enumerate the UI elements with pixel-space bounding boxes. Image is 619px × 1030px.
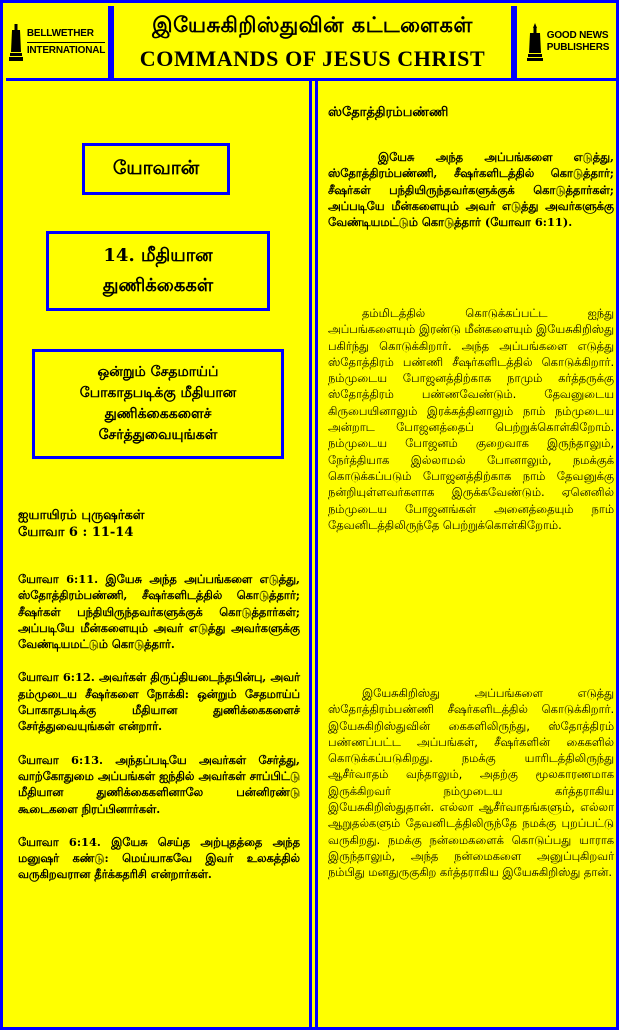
chapter-title-line1: 14. மீதியான [103, 245, 213, 266]
right-column [315, 81, 619, 1030]
verse-paragraph: யோவா 6:11. இயேசு அந்த அப்பங்களை எடுத்து, ஸ்தோத்திரம்பண்ணி, சீஷர்களிடத்தில் கொடுத்தார்; சீஷர்கள் பந்தியிருந்தவர்களுக்குக் கொடுத்தார்கள்; அப்படியே மீன்களையும் அவர் எடுத்து அவர்களுக்கு வேண்டியமட்டும் கொடுத்தார். [18, 572, 300, 652]
title-english: COMMANDS OF JESUS CHRIST [139, 46, 486, 71]
chapter-title [46, 231, 270, 311]
command-line: ஒன்றும் சேதமாய்ப் [97, 364, 219, 380]
bellwether-logo-line1: BELLWETHER [27, 28, 105, 43]
good-news-logo-text [547, 30, 609, 54]
section-title: ஸ்தோத்திரம்பண்ணி [328, 105, 449, 120]
good-news-logo-line2: PUBLISHERS [546, 42, 610, 53]
good-news-logo-line1: GOOD NEWS [546, 30, 609, 41]
left-column [6, 81, 312, 1030]
verse-paragraph: யோவா 6:12. அவர்கள் திருப்தியடைந்தபின்பு, அவர் தம்முடைய சீஷர்களை நோக்கி: ஒன்றும் சேதமாய்ப் போகாதபடிக்கு மீதியான துணிக்கைகளைச் சேர்த்துவையுங்கள் என்றார். [18, 670, 300, 734]
lamp-icon [9, 22, 23, 62]
scripture-reference [18, 507, 298, 541]
lamp-icon [527, 22, 543, 62]
commentary-paragraph-2: இயேசுகிறிஸ்து அப்பங்களை எடுத்து ஸ்தோத்திரம்பண்ணி சீஷர்களிடத்தில் கொடுக்கிறார். இயேசுகிறிஸ்துவின் கைகளிலிருந்து, ஸ்தோத்திரம் பண்ணப்பட்ட அப்பங்கள், சீஷர்களின் கைகளில் கொடுக்கப்படுகிறது. நமக்கு யாரிடத்திலிருந்து ஆசீர்வாதம் வந்தாலும், அதற்கு மூலகாரணமாக இருக்கிறவர் நம்முடைய கர்த்தராகிய இயேசுகிறிஸ்துதான். எல்லா ஆசீர்வாதங்களும், எல்லா ஆறுதல்களும் தேவனிடத்திலிருந்தே நமக்கு புறப்பட்டு வருகிறது. நமக்கு நன்மைகளைக் கொடுப்பது யாராக இருந்தாலும், அந்த நன்மைகளை அனுப்புகிறவர் நம்பிது மனதுருகுகிற கர்த்தராகிய இயேசுகிறிஸ்து தான். [328, 686, 614, 880]
verse-paragraph: யோவா 6:13. அந்தப்படியே அவர்கள் சேர்த்து, வாற்கோதுமை அப்பங்கள் ஐந்தில் அவர்கள் சாப்பிட்டு மீதியான துணிக்கைகளினாலே பன்னிரண்டு கூடைகளை நிரப்பினார்கள். [18, 752, 300, 816]
command-line: போகாதபடிக்கு மீதியான [79, 385, 237, 401]
verse-paragraph: யோவா 6:14. இயேசு செய்த அற்புதத்தை அந்த மனுஷர் கண்டு: மெய்யாகவே இவர் உலகத்தில் வருகிறவரான தீர்க்கதரிசி என்றார்கள். [18, 834, 300, 882]
title-block [111, 6, 514, 78]
title-tamil: இயேசுகிறிஸ்துவின் கட்டளைகள் [152, 12, 473, 37]
reference-heading: ஐயாயிரம் புருஷர்கள் [18, 508, 145, 523]
bellwether-logo-text [27, 28, 105, 57]
good-news-logo [514, 6, 619, 78]
bellwether-logo [6, 6, 111, 78]
key-verse-quote: இயேசு அந்த அப்பங்களை எடுத்து, ஸ்தோத்திரம்பண்ணி, சீஷர்களிடத்தில் கொடுத்தார்; சீஷர்கள் பந்தியிருந்தவர்களுக்குக் கொடுத்தார்கள்; அப்படியே மீன்களையும் அவர் எடுத்து அவர்களுக்கு வேண்டியமட்டும் கொடுத்தார் (யோவா 6:11). [328, 150, 614, 230]
command-box [32, 349, 284, 459]
header [6, 6, 619, 81]
command-line: துணிக்கைகளைச் [104, 406, 212, 422]
book-name: யோவான் [82, 143, 230, 195]
command-line: சேர்த்துவையுங்கள் [98, 427, 218, 443]
reference-verses: யோவா 6 : 11-14 [18, 525, 134, 540]
chapter-title-line2: துணிக்கைகள் [102, 275, 214, 296]
bellwether-logo-line2: INTERNATIONAL [26, 44, 106, 56]
verse-list [18, 571, 300, 900]
commentary-paragraph-1: தம்மிடத்தில் கொடுக்கப்பட்ட ஐந்து அப்பங்களையும் இரண்டு மீன்களையும் இயேசுகிறிஸ்து பகிர்ந்து கொடுக்கிறார். அந்த அப்பங்களை எடுத்து ஸ்தோத்திரம் பண்ணி சீஷர்களிடத்தில் கொடுக்கிறார். நம்முடைய போஜனத்திற்காக நாமும் கர்த்தருக்கு ஸ்தோத்திரம் பண்ணவேண்டும். தேவனுடைய கிருபையினாலும் இரக்கத்தினாலும் நாம் நம்முடைய அன்றாட போஜனத்தைப் பெற்றுக்கொள்கிறோம். நம்முடைய போஜனம் குறைவாக இருந்தாலும், நேர்த்தியாக இல்லாமல் போனாலும், நமக்குக் கொடுக்கப்படும் போஜனத்திற்காக நாம் தேவனுக்கு நன்றியுள்ளவர்களாக இருக்கவேண்டும். ஏனெனில் நம்முடைய போஜனங்கள் அனைத்தையும் நாம் தேவனிடத்திலிருந்தே பெற்றுக்கொள்கிறோம். [328, 306, 614, 532]
